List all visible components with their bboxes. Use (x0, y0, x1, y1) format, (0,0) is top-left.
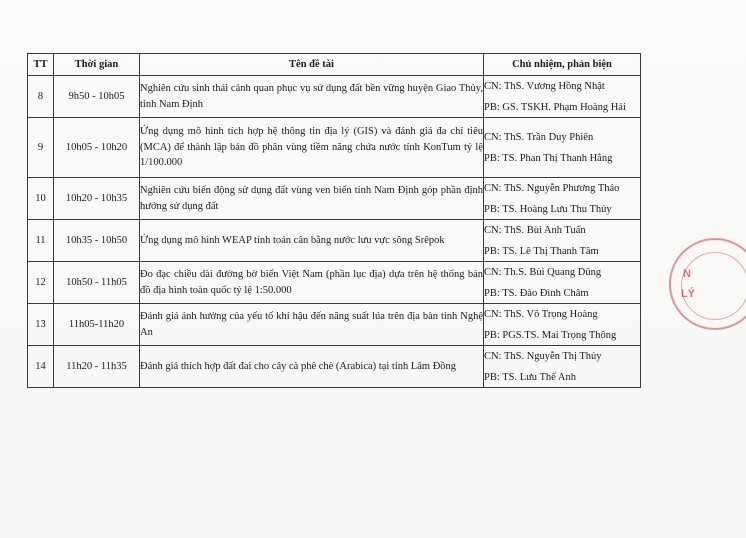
table-row (28, 304, 641, 346)
chairman-text: CN: Th.S. Bùi Quang Dũng (484, 266, 602, 278)
schedule-table (27, 53, 641, 388)
cell-time: 9h50 - 10h05 (54, 76, 140, 118)
cell-topic: Nghiên cứu biến động sử dụng đất vùng ven biển tỉnh Nam Định góp phần định hướng sử dụng đất (140, 178, 484, 220)
cell-topic: Đánh giá ảnh hưởng của yếu tố khí hậu đến năng suất lúa trên địa bàn tỉnh Nghệ An (140, 304, 484, 346)
table-row (28, 220, 641, 262)
cell-tt: 14 (28, 346, 54, 388)
cell-time: 10h50 - 11h05 (54, 262, 140, 304)
cell-person (484, 220, 641, 262)
chairman-text: CN: ThS. Võ Trọng Hoàng (484, 308, 598, 320)
cell-topic: Ứng dụng mô hình WEAP tính toán cân bằng nước lưu vực sông Srêpok (140, 220, 484, 262)
cell-person (484, 76, 641, 118)
cell-tt: 9 (28, 118, 54, 178)
table-row (28, 118, 641, 178)
table-row (28, 262, 641, 304)
reviewer-text: PB: TS. Đào Đình Châm (484, 287, 589, 299)
cell-person (484, 304, 641, 346)
table-row (28, 76, 641, 118)
cell-tt: 11 (28, 220, 54, 262)
chairman-text: CN: ThS. Nguyễn Phương Thảo (484, 182, 620, 194)
chairman-text: CN: ThS. Trần Duy Phiên (484, 131, 594, 143)
cell-topic: Đo đạc chiều dài đường bờ biển Việt Nam (phần lục địa) dựa trên hệ thống bản đồ địa hình toàn quốc tỷ lệ 1:50.000 (140, 262, 484, 304)
cell-person (484, 118, 641, 178)
reviewer-text: PB: TS. Hoàng Lưu Thu Thủy (484, 203, 612, 215)
cell-person (484, 262, 641, 304)
stamp-text-2: LÝ (681, 288, 696, 300)
header-person: Chủ nhiệm, phản biện (484, 54, 641, 76)
chairman-text: CN: ThS. Bùi Anh Tuấn (484, 224, 586, 236)
cell-tt: 8 (28, 76, 54, 118)
chairman-text: CN: ThS. Nguyễn Thị Thủy (484, 350, 602, 362)
cell-person (484, 346, 641, 388)
cell-time: 11h20 - 11h35 (54, 346, 140, 388)
header-tt: TT (28, 54, 54, 76)
table-row (28, 178, 641, 220)
header-topic: Tên đề tài (140, 54, 484, 76)
cell-time: 10h35 - 10h50 (54, 220, 140, 262)
cell-tt: 13 (28, 304, 54, 346)
header-time: Thời gian (54, 54, 140, 76)
cell-tt: 10 (28, 178, 54, 220)
chairman-text: CN: ThS. Vương Hồng Nhật (484, 80, 605, 92)
red-seal-inner-ring (681, 252, 746, 320)
cell-time: 10h05 - 10h20 (54, 118, 140, 178)
reviewer-text: PB: PGS.TS. Mai Trọng Thông (484, 329, 617, 341)
reviewer-text: PB: TS. Lưu Thế Anh (484, 371, 576, 383)
cell-topic: Nghiên cứu sinh thái cảnh quan phục vụ sử dụng đất bền vững huyện Giao Thủy, tỉnh Nam Định (140, 76, 484, 118)
cell-time: 10h20 - 10h35 (54, 178, 140, 220)
cell-tt: 12 (28, 262, 54, 304)
reviewer-text: PB: GS. TSKH. Phạm Hoàng Hải (484, 101, 626, 113)
cell-person (484, 178, 641, 220)
cell-topic: Ứng dụng mô hình tích hợp hệ thông tin địa lý (GIS) và đánh giá đa chỉ tiêu (MCA) để thành lập bản đồ phân vùng tiềm năng chứa nước tỉnh KonTum tỷ lệ 1/100.000 (140, 118, 484, 178)
cell-topic: Đánh giá thích hợp đất đai cho cây cà phê chè (Arabica) tại tỉnh Lâm Đồng (140, 346, 484, 388)
cell-time: 11h05-11h20 (54, 304, 140, 346)
reviewer-text: PB: TS. Phan Thị Thanh Hằng (484, 152, 613, 164)
stamp-text-1: N (683, 268, 691, 280)
reviewer-text: PB: TS. Lê Thị Thanh Tâm (484, 245, 599, 257)
table-row (28, 346, 641, 388)
table-header-row (28, 54, 641, 76)
